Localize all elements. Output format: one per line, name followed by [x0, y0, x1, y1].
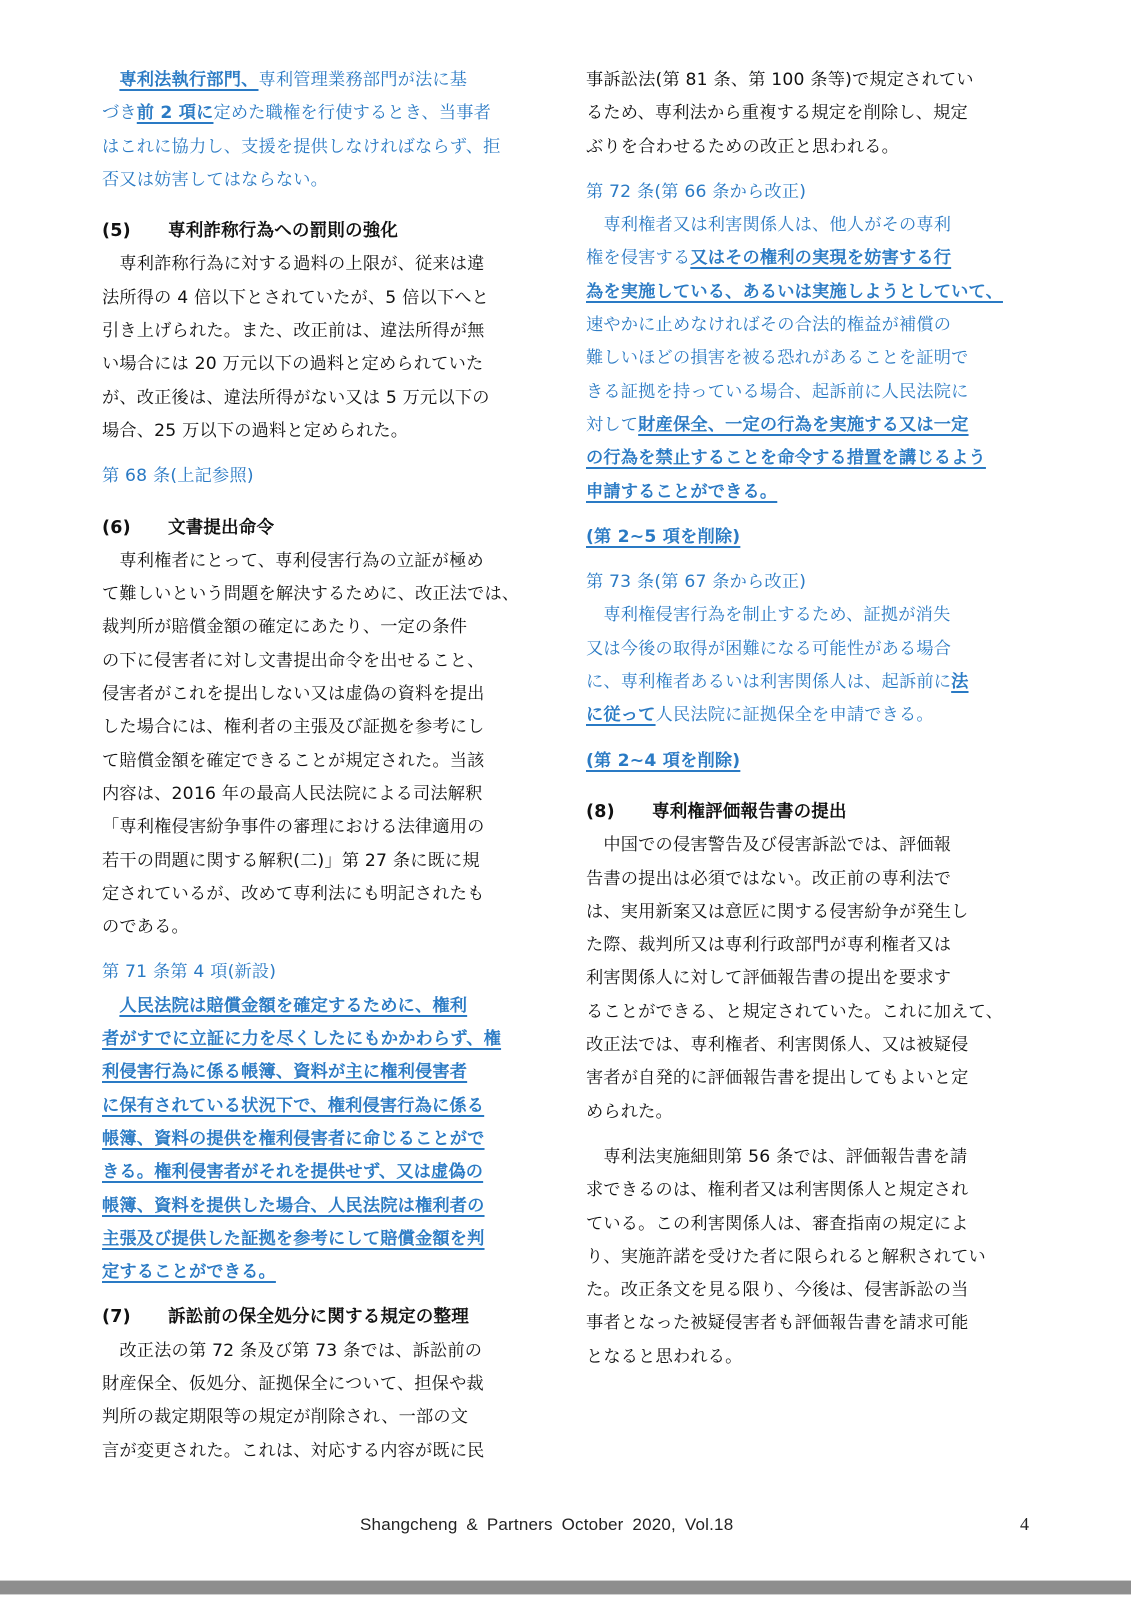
amended-text: 定することができる。	[102, 1262, 276, 1283]
body-text: はこれに協力し、支援を提供しなければならず、拒	[102, 136, 501, 157]
body-text: 定めた職権を行使するとき、当事者	[213, 103, 491, 124]
paragraph-line: ることができる、と規定されていた。これに加えて、	[586, 1001, 1003, 1022]
section-number: (7)	[102, 1307, 131, 1328]
paragraph-line: 言が変更された。これは、対応する内容が既に民	[102, 1440, 485, 1461]
section-7	[102, 1301, 547, 1467]
paragraph-line: められた。	[586, 1101, 673, 1122]
paragraph-line: 又は今後の取得が困難になる可能性がある場合	[586, 638, 952, 659]
paragraph-line: に、専利権者あるいは利害関係人は、起訴前に法	[586, 672, 969, 693]
paragraph-line: 法所得の 4 倍以下とされていたが、5 倍以下へと	[102, 287, 490, 308]
amended-text: 又はその権利の実現を妨害する行	[690, 248, 952, 269]
section-title: 専利権評価報告書の提出	[652, 801, 847, 822]
left-column	[102, 64, 547, 1468]
body-text: づき	[102, 103, 137, 124]
section-8	[586, 796, 1031, 1374]
right-column	[586, 64, 1031, 1374]
paragraph-line: 専利権侵害行為を制止するため、証拠が消失	[603, 605, 951, 626]
paragraph-line: 裁判所が賠償金額の確定にあたり、一定の条件	[102, 617, 468, 638]
paragraph-line: 権を侵害する又はその権利の実現を妨害する行	[586, 248, 952, 269]
paragraph-line: 速やかに止めなければその合法的権益が補償の	[586, 315, 952, 336]
paragraph-line: 専利権者又は利害関係人は、他人がその専利	[603, 215, 952, 236]
paragraph-line: のである。	[102, 917, 189, 938]
paragraph-line: 改正法では、専利権者、利害関係人、又は被疑侵	[586, 1035, 969, 1056]
page-number: 4	[1020, 1514, 1029, 1534]
paragraph-line: 告書の提出は必須ではない。改正前の専利法で	[586, 868, 952, 889]
amended-text: 主張及び提供した証拠を参考にして賠償金額を判	[102, 1228, 485, 1249]
amended-text: きる。権利侵害者がそれを提供せず、又は虚偽の	[102, 1162, 484, 1183]
amended-text: 申請することができる。	[586, 481, 778, 502]
paragraph-line: 対して財産保全、一定の行為を実施する又は一定	[586, 414, 969, 435]
paragraph-line: 侵害者がこれを提出しない又は虚偽の資料を提出	[102, 684, 485, 705]
paragraph-line: ぶりを合わせるための改正と思われる。	[586, 136, 899, 157]
section-5	[102, 215, 547, 493]
paragraph-line: 求できるのは、権利者又は利害関係人と規定され	[586, 1180, 969, 1201]
section-heading	[102, 1301, 547, 1334]
section-title: 訴訟前の保全処分に関する規定の整理	[168, 1307, 469, 1328]
amended-text: に従って	[586, 705, 656, 726]
paragraph-line: 専利詐称行為に対する過料の上限が、従来は違	[119, 254, 485, 275]
article-73	[586, 566, 1031, 778]
article-reference: 第 72 条(第 66 条から改正)	[586, 181, 807, 202]
deletion-note: (第 2~4 項を削除)	[586, 750, 741, 771]
paragraph-line: 専利法実施細則第 56 条では、評価報告書を請	[603, 1146, 968, 1167]
paragraph-line: 事訴訟法(第 81 条、第 100 条等)で規定されてい	[586, 70, 974, 90]
amended-text: 利侵害行為に係る帳簿、資料が主に権利侵害者	[102, 1062, 468, 1083]
paragraph-line: 引き上げられた。また、改正前は、違法所得が無	[102, 321, 485, 342]
new-article-text	[102, 990, 547, 1290]
paragraph-line: に従って人民法院に証拠保全を申請できる。	[586, 705, 934, 726]
intro-amendment-paragraph	[102, 64, 547, 197]
article-reference: 第 71 条第 4 項(新設)	[102, 962, 277, 983]
body-text: 専利管理業務部門が法に基	[258, 70, 468, 90]
amended-text: 者がすでに立証に力を尽くしたにもかかわらず、権	[102, 1029, 502, 1050]
paragraph-line: て難しいという問題を解決するために、改正法では、	[102, 584, 520, 605]
paragraph-line: て賠償金額を確定できることが規定された。当該	[102, 750, 485, 771]
amended-text: 法	[951, 672, 969, 693]
amended-text: 為を実施している、あるいは実施しようとしていて、	[586, 281, 1003, 302]
paragraph-line: た。改正条文を見る限り、今後は、侵害訴訟の当	[586, 1280, 969, 1301]
paragraph-line	[586, 442, 1031, 475]
paragraph-line: の下に侵害者に対し文書提出命令を出せること、	[102, 650, 485, 671]
section-title: 文書提出命令	[168, 517, 275, 538]
paragraph-line: した場合には、権利者の主張及び証拠を参考にし	[102, 717, 485, 738]
section-heading	[586, 796, 1031, 829]
paragraph-line: は、実用新案又は意匠に関する侵害紛争が発生し	[586, 901, 969, 922]
section-number: (6)	[102, 517, 131, 538]
amended-text: 帳簿、資料の提供を権利侵害者に命じることがで	[102, 1128, 485, 1149]
amended-text: 前 2 項に	[136, 103, 214, 124]
article-72	[586, 176, 1031, 554]
paragraph-line: るため、専利法から重複する規定を削除し、規定	[586, 103, 968, 124]
page-bottom-bar	[0, 1580, 1131, 1595]
amended-text: 帳簿、資料を提供した場合、人民法院は権利者の	[102, 1195, 485, 1216]
paragraph-line: 定されているが、改めて専利法にも明記されたも	[102, 883, 485, 904]
deletion-note: (第 2~5 項を削除)	[586, 526, 741, 547]
section-heading	[102, 215, 547, 248]
section-number: (5)	[102, 221, 131, 242]
paragraph-line: 害者が自発的に評価報告書を提出してもよいと定	[586, 1068, 969, 1089]
paragraph-line: 利害関係人に対して評価報告書の提出を要求す	[586, 968, 952, 989]
paragraph-line: 難しいほどの損害を被る恐れがあることを証明で	[586, 348, 969, 369]
section-heading	[102, 512, 547, 545]
paragraph-line: た際、裁判所又は専利行政部門が専利権者又は	[586, 935, 952, 956]
paragraph-line: 内容は、2016 年の最高人民法院による司法解釈	[102, 783, 483, 804]
paragraph-line: 中国での侵害警告及び侵害訴訟では、評価報	[603, 835, 952, 856]
paragraph-line: 場合、25 万以下の過料と定められた。	[102, 420, 409, 441]
paragraph-line: 改正法の第 72 条及び第 73 条では、訴訟前の	[119, 1340, 483, 1361]
paragraph-line	[586, 476, 1031, 509]
section-6	[102, 512, 547, 1290]
article-reference: 第 73 条(第 67 条から改正)	[586, 572, 807, 593]
paragraph-line: ている。この利害関係人は、審査指南の規定によ	[586, 1213, 969, 1234]
paragraph-line: となると思われる。	[586, 1346, 743, 1367]
footer-publication: Shangcheng & Partners October 2020, Vol.18	[360, 1515, 734, 1534]
amended-text: 人民法院は賠償金額を確定するために、権利	[119, 995, 468, 1016]
amended-text: 財産保全、一定の行為を実施する又は一定	[638, 414, 969, 435]
amended-text: に保有されている状況下で、権利侵害行為に係る	[102, 1095, 485, 1116]
paragraph-line: 「専利権侵害紛争事件の審理における法律適用の	[102, 817, 485, 838]
paragraph-line: 判所の裁定期限等の規定が削除され、一部の文	[102, 1407, 469, 1428]
body-text: 否又は妨害してはならない。	[102, 169, 329, 190]
section-title: 専利詐称行為への罰則の強化	[168, 221, 399, 242]
paragraph-line: 専利権者にとって、専利侵害行為の立証が極め	[119, 550, 484, 571]
amended-text: 専利法執行部門、	[119, 70, 259, 90]
paragraph-line: が、改正後は、違法所得がない又は 5 万元以下の	[102, 387, 490, 408]
paragraph-line: い場合には 20 万元以下の過料と定められていた	[102, 354, 484, 375]
paragraph-line: り、実施許諾を受けた者に限られると解釈されてい	[586, 1246, 986, 1267]
paragraph-line: 事者となった被疑侵害者も評価報告書を請求可能	[586, 1313, 969, 1334]
article-reference: 第 68 条(上記参照)	[102, 466, 254, 487]
paragraph-line: きる証拠を持っている場合、起訴前に人民法院に	[586, 381, 969, 402]
paragraph-line: 若干の問題に関する解釈(二)」第 27 条に既に規	[102, 850, 480, 871]
section-number: (8)	[586, 801, 615, 822]
amended-text: の行為を禁止することを命令する措置を講じるよう	[586, 448, 986, 469]
paragraph-line: 財産保全、仮処分、証拠保全について、担保や裁	[102, 1373, 484, 1394]
section-7-continued	[586, 64, 1031, 164]
paragraph-line	[586, 276, 1031, 309]
